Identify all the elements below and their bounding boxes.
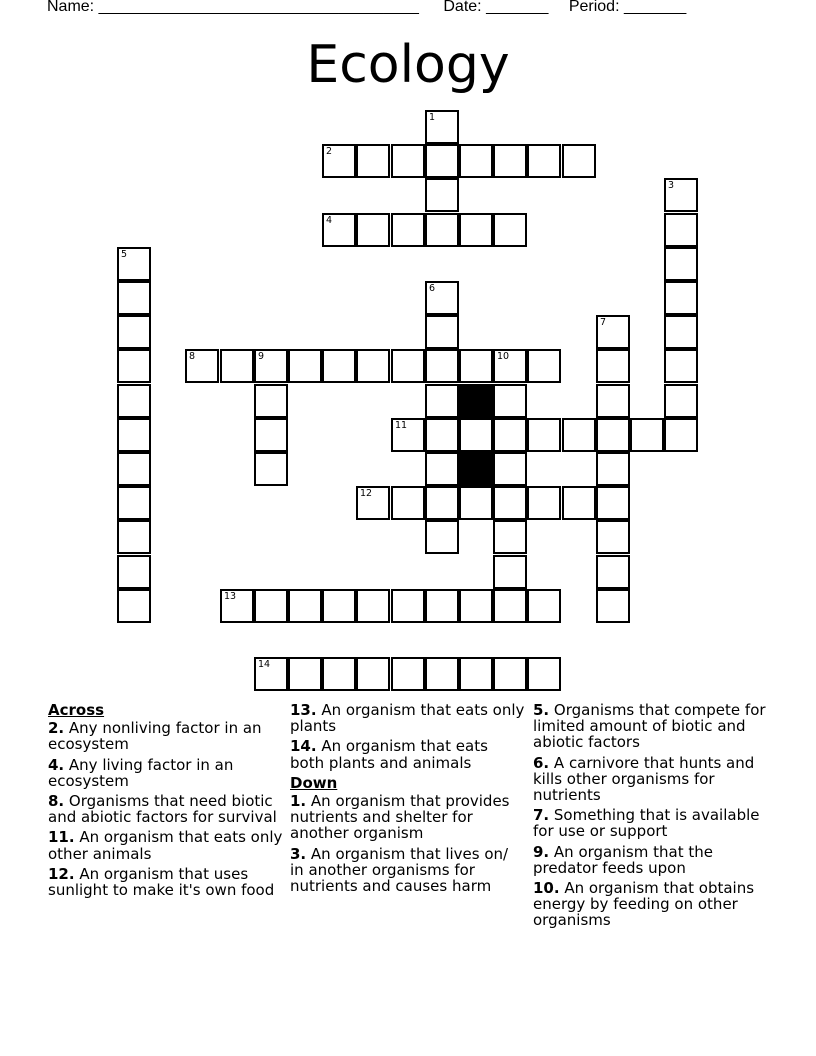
grid-cell[interactable]	[391, 657, 425, 691]
grid-cell[interactable]	[459, 213, 493, 247]
clue-number: 8	[189, 351, 196, 362]
clue-down-6	[533, 755, 768, 804]
grid-cell[interactable]	[425, 418, 459, 452]
grid-cell[interactable]	[425, 349, 459, 383]
clue-down-1	[290, 793, 525, 842]
clue-column-3	[533, 702, 768, 933]
grid-cell[interactable]	[425, 657, 459, 691]
clue-text: Any nonliving factor in an ecosystem	[48, 719, 262, 754]
grid-cell[interactable]	[391, 589, 425, 623]
grid-cell[interactable]	[664, 384, 698, 418]
clue-across-4	[48, 757, 283, 789]
clue-down-7	[533, 807, 768, 839]
grid-cell[interactable]	[596, 349, 630, 383]
clue-text: Any living factor in an ecosystem	[48, 755, 234, 790]
grid-cell[interactable]	[562, 144, 596, 178]
clue-text: An organism that eats only other animals	[48, 828, 283, 863]
clue-across-11	[48, 829, 283, 861]
clue-text: Organisms that compete for limited amount of biotic and abiotic factors	[533, 701, 766, 752]
grid-cell[interactable]	[459, 349, 493, 383]
grid-cell[interactable]	[356, 349, 390, 383]
clue-number: 11	[395, 420, 408, 431]
grid-cell[interactable]	[117, 349, 151, 383]
grid-cell[interactable]	[117, 315, 151, 349]
grid-cell[interactable]	[596, 589, 630, 623]
grid-cell[interactable]	[117, 486, 151, 520]
grid-cell[interactable]	[288, 657, 322, 691]
grid-cell[interactable]	[391, 144, 425, 178]
grid-cell[interactable]	[288, 589, 322, 623]
grid-cell[interactable]	[322, 657, 356, 691]
clue-number-label: 9.	[533, 842, 550, 861]
grid-cell[interactable]	[527, 589, 561, 623]
grid-cell[interactable]	[664, 213, 698, 247]
grid-cell[interactable]	[425, 486, 459, 520]
grid-cell[interactable]	[254, 349, 288, 383]
grid-cell[interactable]	[596, 315, 630, 349]
clue-number-label: 5.	[533, 701, 550, 719]
clue-text: An organism that provides nutrients and shelter for another organism	[290, 792, 510, 843]
grid-cell[interactable]	[459, 486, 493, 520]
across-heading: Across	[48, 701, 105, 719]
clue-number: 4	[326, 215, 333, 226]
clue-across-14	[290, 738, 525, 770]
grid-cell[interactable]	[425, 384, 459, 418]
clue-number-label: 2.	[48, 719, 65, 738]
grid-cell[interactable]	[356, 486, 390, 520]
grid-cell[interactable]	[356, 657, 390, 691]
grid-cell[interactable]	[664, 281, 698, 315]
clue-text: An organism that eats both plants and animals	[290, 737, 488, 772]
grid-cell[interactable]	[356, 589, 390, 623]
grid-cell[interactable]	[254, 418, 288, 452]
clue-number: 3	[668, 180, 675, 191]
clue-number: 9	[258, 351, 265, 362]
grid-cell[interactable]	[493, 213, 527, 247]
grid-cell[interactable]	[664, 178, 698, 212]
grid-cell[interactable]	[493, 555, 527, 589]
clue-down-3	[290, 846, 525, 895]
grid-cell[interactable]	[254, 589, 288, 623]
clue-number-label: 8.	[48, 792, 65, 811]
grid-cell[interactable]	[391, 418, 425, 452]
grid-cell[interactable]	[425, 144, 459, 178]
grid-cell[interactable]	[220, 349, 254, 383]
grid-cell[interactable]	[322, 349, 356, 383]
grid-cell[interactable]	[425, 315, 459, 349]
grid-cell[interactable]	[459, 657, 493, 691]
grid-cell[interactable]	[527, 486, 561, 520]
clue-text: Something that is available for use or support	[533, 806, 760, 841]
grid-cell[interactable]	[322, 213, 356, 247]
grid-cell[interactable]	[493, 589, 527, 623]
grid-cell[interactable]	[185, 349, 219, 383]
grid-cell[interactable]	[493, 486, 527, 520]
grid-cell[interactable]	[493, 452, 527, 486]
grid-cell[interactable]	[391, 349, 425, 383]
grid-cell[interactable]	[527, 349, 561, 383]
clue-text: An organism that lives on/ in another organisms for nutrients and causes harm	[290, 844, 509, 896]
clue-number-label: 4.	[48, 755, 65, 774]
grid-cell[interactable]	[254, 452, 288, 486]
clue-number: 6	[429, 283, 436, 294]
grid-cell[interactable]	[254, 657, 288, 691]
clue-text: An organism that obtains energy by feeding on other organisms	[533, 879, 755, 930]
grid-cell[interactable]	[562, 418, 596, 452]
clue-number-label: 6.	[533, 753, 550, 772]
clue-number: 7	[600, 317, 607, 328]
grid-cell[interactable]	[117, 418, 151, 452]
clue-text: An organism that the predator feeds upon	[533, 842, 713, 877]
grid-cell[interactable]	[596, 452, 630, 486]
down-heading: Down	[290, 773, 338, 792]
grid-cell[interactable]	[117, 247, 151, 281]
grid-cell[interactable]	[527, 418, 561, 452]
grid-cell[interactable]	[391, 213, 425, 247]
black-cell	[459, 384, 493, 418]
clue-number-label: 13.	[290, 701, 317, 719]
page-title: Ecology	[306, 35, 510, 95]
grid-cell[interactable]	[459, 144, 493, 178]
clue-number: 10	[497, 351, 510, 362]
clue-number-label: 3.	[290, 844, 307, 863]
grid-cell[interactable]	[527, 657, 561, 691]
clue-across-13	[290, 702, 525, 734]
grid-cell[interactable]	[493, 384, 527, 418]
grid-cell[interactable]	[220, 589, 254, 623]
grid-cell[interactable]	[664, 247, 698, 281]
grid-cell[interactable]	[596, 486, 630, 520]
grid-cell[interactable]	[356, 213, 390, 247]
grid-cell[interactable]	[527, 144, 561, 178]
clue-number: 12	[360, 488, 373, 499]
grid-cell[interactable]	[254, 384, 288, 418]
grid-cell[interactable]	[117, 452, 151, 486]
clue-down-9	[533, 844, 768, 876]
clue-number-label: 7.	[533, 806, 550, 825]
grid-cell[interactable]	[356, 144, 390, 178]
grid-cell[interactable]	[117, 555, 151, 589]
grid-cell[interactable]	[425, 213, 459, 247]
grid-cell[interactable]	[630, 418, 664, 452]
grid-cell[interactable]	[117, 520, 151, 554]
grid-cell[interactable]	[322, 144, 356, 178]
clue-number: 5	[121, 249, 128, 260]
black-cell	[459, 452, 493, 486]
clue-number: 14	[258, 659, 271, 670]
date-field[interactable]: Date: _______	[443, 0, 549, 15]
clue-across-8	[48, 793, 283, 825]
grid-cell[interactable]	[596, 520, 630, 554]
clue-text: Organisms that need biotic and abiotic factors for survival	[48, 792, 277, 827]
grid-cell[interactable]	[117, 384, 151, 418]
grid-cell[interactable]	[391, 486, 425, 520]
grid-cell[interactable]	[425, 281, 459, 315]
grid-cell[interactable]	[288, 349, 322, 383]
grid-cell[interactable]	[425, 452, 459, 486]
grid-cell[interactable]	[664, 349, 698, 383]
grid-cell[interactable]	[493, 418, 527, 452]
clue-number: 13	[224, 591, 237, 602]
grid-cell[interactable]	[425, 110, 459, 144]
clue-across-2	[48, 720, 283, 752]
grid-cell[interactable]	[596, 555, 630, 589]
clue-column-1	[48, 702, 283, 902]
clue-number-label: 11.	[48, 828, 75, 847]
grid-cell[interactable]	[596, 418, 630, 452]
name-field[interactable]: Name: ____________________________________	[47, 0, 419, 15]
grid-cell[interactable]	[664, 315, 698, 349]
clue-number-label: 10.	[533, 879, 560, 898]
grid-cell[interactable]	[425, 520, 459, 554]
grid-cell[interactable]	[664, 418, 698, 452]
grid-cell[interactable]	[322, 589, 356, 623]
grid-cell[interactable]	[459, 418, 493, 452]
clue-text: A carnivore that hunts and kills other organisms for nutrients	[533, 753, 755, 805]
clue-text: An organism that uses sunlight to make it's own food	[48, 864, 275, 900]
period-field[interactable]: Period: _______	[568, 0, 687, 15]
grid-cell[interactable]	[493, 520, 527, 554]
clue-column-2	[290, 702, 525, 898]
clue-down-10	[533, 880, 768, 929]
grid-cell[interactable]	[493, 144, 527, 178]
grid-cell[interactable]	[493, 349, 527, 383]
clue-number: 1	[429, 112, 436, 123]
clue-text: An organism that eats only plants	[290, 701, 525, 736]
grid-cell[interactable]	[596, 384, 630, 418]
clue-number: 2	[326, 146, 333, 157]
clue-across-12	[48, 866, 283, 898]
clue-number-label: 14.	[290, 737, 317, 756]
clue-number-label: 1.	[290, 792, 307, 811]
grid-cell[interactable]	[459, 589, 493, 623]
grid-cell[interactable]	[562, 486, 596, 520]
grid-cell[interactable]	[425, 178, 459, 212]
grid-cell[interactable]	[425, 589, 459, 623]
clue-number-label: 12.	[48, 864, 75, 883]
grid-cell[interactable]	[117, 589, 151, 623]
grid-cell[interactable]	[117, 281, 151, 315]
grid-cell[interactable]	[493, 657, 527, 691]
clue-down-5	[533, 702, 768, 751]
